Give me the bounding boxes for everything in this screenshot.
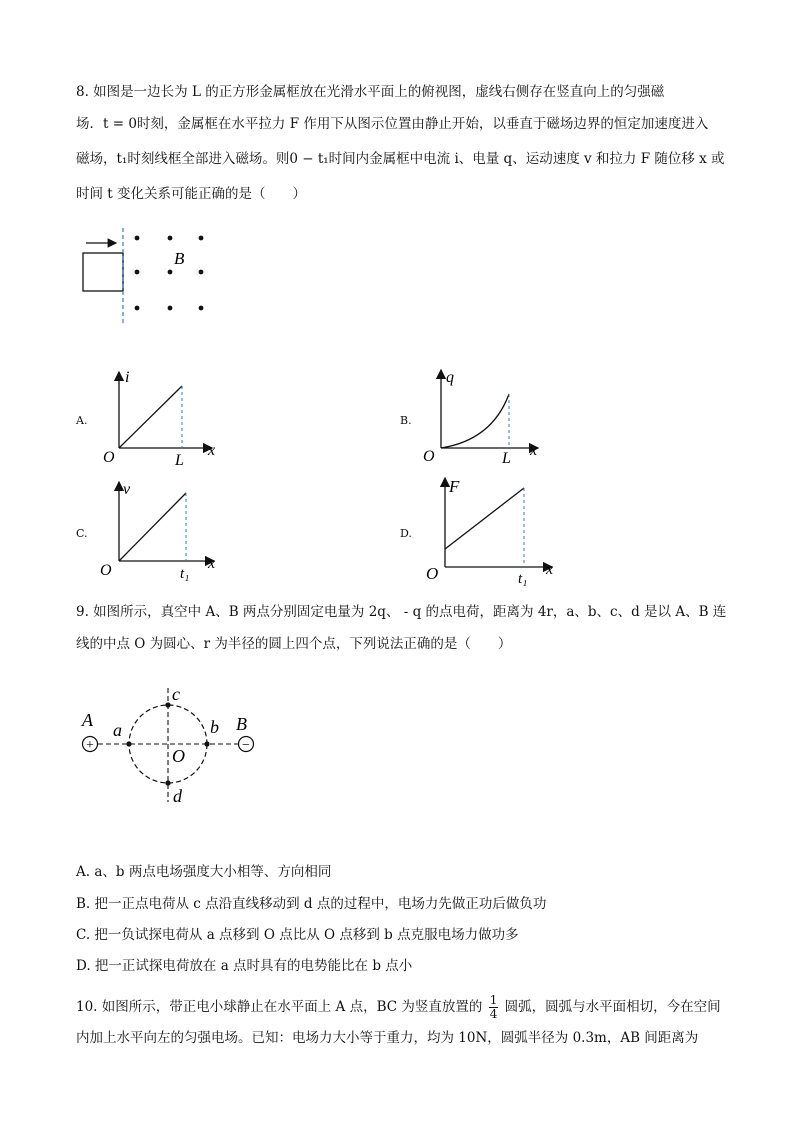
q9-charge-diagram [76,680,266,810]
svg-text:O: O [103,449,115,466]
q9-line-2: 线的中点 O 为圆心、r 为半径的圆上四个点，下列说法正确的是（ ） [76,636,512,652]
option-b-graph [422,368,552,468]
option-d-graph [424,475,564,590]
svg-text:d: d [173,786,182,806]
svg-text:O: O [100,562,112,579]
svg-text:A: A [82,710,93,730]
svg-text:F: F [449,477,460,496]
option-a-label: A. [76,414,88,427]
svg-text:O: O [423,448,435,465]
option-d-label: D. [400,527,412,540]
field-dots [135,236,204,311]
q8-line-3: 磁场，t₁时刻线框全部进入磁场。则0 − t₁时间内金属框中电流 i、电量 q、运动速度 v 和拉力 F 随位移 x 或 [76,151,725,167]
velocity-line [119,493,186,561]
q8-field-diagram [80,228,220,328]
q9-choice-b: B. 把一正点电荷从 c 点沿直线移动到 d 点的过程中，电场力先做正功后做负功 [76,896,547,912]
field-label: B [174,249,185,268]
quarter-fraction: $\frac{1}{4}$ [489,993,498,1021]
q10-line-1: 10. 如图所示，带正电小球静止在水平面上 A 点，BC 为竖直放置的 $\frac{1}{4}$ 圆弧，圆弧与水平面相切，今在空间 [76,993,721,1021]
svg-text:O: O [426,564,439,583]
svg-text:v: v [123,481,131,498]
svg-text:t₁: t₁ [180,566,190,582]
option-b-label: B. [400,414,412,427]
option-c-label: C. [76,527,88,540]
q8-line-4: 时间 t 变化关系可能正确的是（ ） [76,186,307,202]
svg-text:c: c [172,684,180,704]
svg-text:q: q [446,369,454,386]
svg-text:b: b [210,717,219,737]
svg-text:a: a [113,720,122,740]
option-a-graph [100,370,230,470]
q9-choice-d: D. 把一正试探电荷放在 a 点时具有的电势能比在 b 点小 [76,958,413,974]
svg-text:i: i [125,369,130,386]
svg-text:x: x [546,561,554,578]
svg-text:t₁: t₁ [518,571,528,587]
svg-text:O: O [172,746,185,766]
metal-frame [83,253,123,291]
q9-choice-c: C. 把一负试探电荷从 a 点移到 O 点比从 O 点移到 b 点克服电场力做功多 [76,927,519,943]
charge-curve [441,394,509,448]
q9-line-1: 9. 如图所示，真空中 A、B 两点分别固定电量为 2q、 - q 的点电荷，距离为 4r，a、b、c、d 是以 A、B 连 [76,604,727,620]
svg-text:B: B [236,714,247,734]
svg-text:L: L [502,450,511,467]
option-c-graph [98,478,228,588]
svg-text:x: x [208,555,216,572]
svg-text:−: − [242,738,250,753]
force-line [445,488,524,549]
current-line [119,386,182,448]
q9-choice-a: A. a、b 两点电场强度大小相等、方向相同 [76,864,332,880]
q8-line-2: 场．t = 0时刻，金属框在水平拉力 F 作用下从图示位置由静止开始，以垂直于磁场边界的恒定加速度进入 [76,116,709,132]
q10-line-2: 内加上水平向左的匀强电场。已知：电场力大小等于重力，均为 10N，圆弧半径为 0.3m，AB 间距离为 [76,1030,699,1046]
svg-text:L: L [175,452,184,469]
svg-text:x: x [208,442,216,459]
svg-text:x: x [530,442,538,459]
svg-text:+: + [86,738,94,753]
q8-line-1: 8. 如图是一边长为 L 的正方形金属框放在光滑水平面上的俯视图，虚线右侧存在竖直向上的匀强磁 [76,84,665,100]
